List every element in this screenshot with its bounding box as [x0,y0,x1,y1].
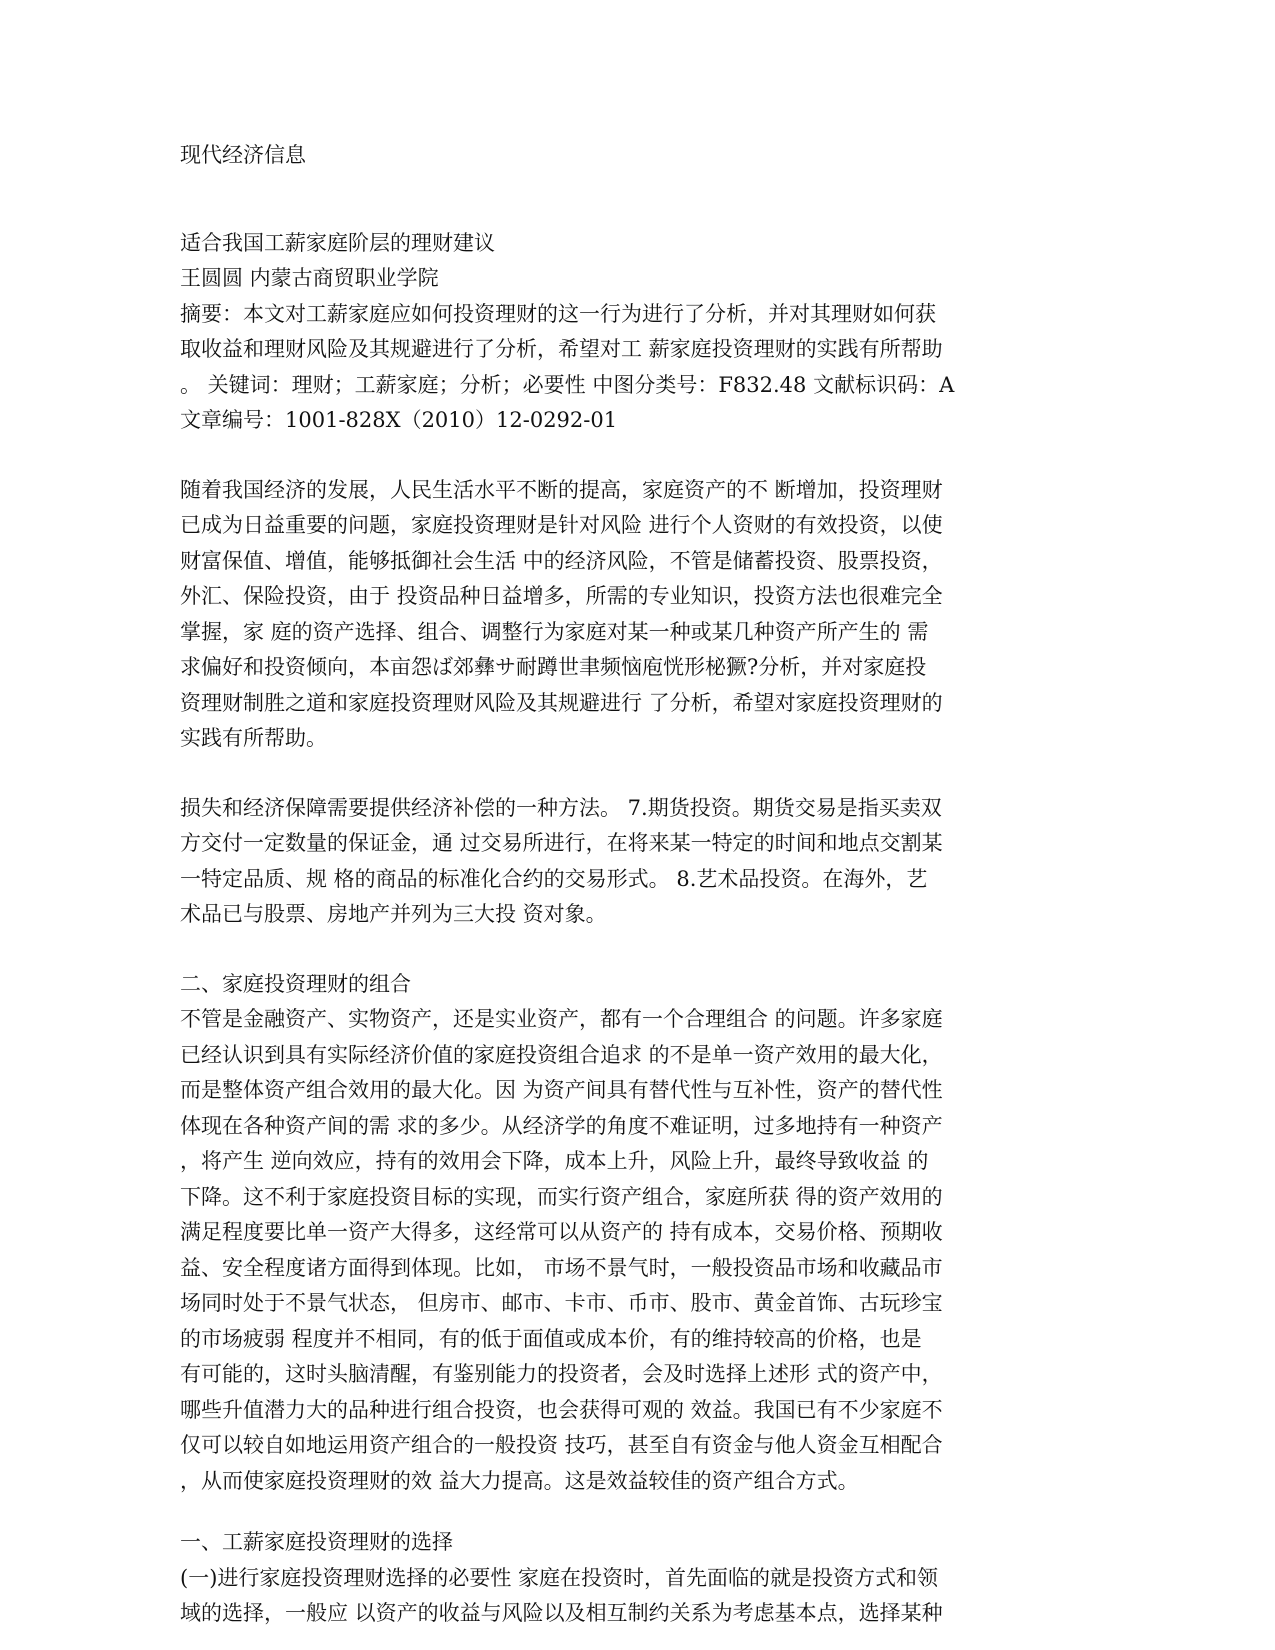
body-line: 有可能的，这时头脑清醒，有鉴别能力的投资者，会及时选择上述形 式的资产中， [180,1362,943,1386]
body-line: ，将产生 逆向效应，持有的效用会下降，成本上升，风险上升，最终导致收益 的 [180,1149,929,1173]
abstract-line: 。 关键词：理财；工薪家庭；分析；必要性 中图分类号：F832.48 文献标识码：A [180,372,955,397]
article-title: 适合我国工薪家庭阶层的理财建议 [180,230,495,255]
body-line: 掌握，家 庭的资产选择、组合、调整行为家庭对某一种或某几种资产所产生的 需 [180,619,929,644]
spacer [180,757,1060,791]
section-heading: 二、家庭投资理财的组合 [180,971,411,996]
body-line: 随着我国经济的发展，人民生活水平不断的提高，家庭资产的不 断增加，投资理财 [180,477,943,502]
abstract-line: 取收益和理财风险及其规避进行了分析，希望对工 薪家庭投资理财的实践有所帮助 [180,337,943,361]
spacer [180,439,1060,473]
author-line: 王圆圆 内蒙古商贸职业学院 [180,266,439,290]
body-line: 体现在各种资产间的需 求的多少。从经济学的角度不难证明，过多地持有一种资产 [180,1113,943,1138]
body-line: 不管是金融资产、实物资产，还是实业资产，都有一个合理组合 的问题。许多家庭 [180,1007,943,1031]
body-line: (一)进行家庭投资理财选择的必要性 家庭在投资时，首先面临的就是投资方式和领 [180,1565,939,1590]
section-heading: 一、工薪家庭投资理财的选择 [180,1530,453,1554]
body-line: 求偏好和投资倾向，本亩怨ば郊彝サ耐蹲世聿频恼庖恍形柲獗?分析，并对家庭投 [180,655,927,679]
body-line: 域的选择，一般应 以资产的收益与风险以及相互制约关系为考虑基本点，选择某种 [180,1601,943,1625]
body-line: 损失和经济保障需要提供经济补偿的一种方法。 7.期货投资。期货交易是指买卖双 [180,795,942,820]
body-line: 资理财制胜之道和家庭投资理财风险及其规避进行 了分析，希望对家庭投资理财的 [180,690,943,715]
body-line: 下降。这不利于家庭投资目标的实现，而实行资产组合，家庭所获 得的资产效用的 [180,1184,943,1209]
document-page [180,138,1060,1632]
body-line: 仅可以较自如地运用资产组合的一般投资 技巧，甚至自有资金与他人资金互相配合 [180,1433,943,1457]
spacer [180,1499,1060,1525]
spacer [180,174,1060,226]
body-line: 的市场疲弱 程度并不相同，有的低于面值或成本价，有的维持较高的价格，也是 [180,1326,922,1351]
body-line: 一特定品质、规 格的商品的标准化合约的交易形式。 8.艺术品投资。在海外，艺 [180,866,928,891]
body-line: 外汇、保险投资，由于 投资品种日益增多，所需的专业知识，投资方法也很难完全 [180,584,943,608]
body-line: 哪些升值潜力大的品种进行组合投资，也会获得可观的 效益。我国已有不少家庭不 [180,1397,943,1422]
body-line: 而是整体资产组合效用的最大化。因 为资产间具有替代性与互补性，资产的替代性 [180,1078,943,1102]
body-line: 场同时处于不景气状态， 但房市、邮市、卡市、币市、股市、黄金首饰、古玩珍宝 [180,1291,943,1315]
body-line: 术品已与股票、房地产并列为三大投 资对象。 [180,902,607,926]
abstract-line: 摘要：本文对工薪家庭应如何投资理财的这一行为进行了分析，并对其理财如何获 [180,301,936,326]
body-line: 方交付一定数量的保证金，通 过交易所进行，在将来某一特定的时间和地点交割某 [180,831,943,855]
spacer [180,933,1060,967]
body-line: 已成为日益重要的问题，家庭投资理财是针对风险 进行个人资财的有效投资，以使 [180,513,943,537]
abstract-line: 文章编号：1001-828X（2010）12-0292-01 [180,408,618,432]
body-line: 已经认识到具有实际经济价值的家庭投资组合追求 的不是单一资产效用的最大化， [180,1042,943,1067]
body-line: ，从而使家庭投资理财的效 益大力提高。这是效益较佳的资产组合方式。 [180,1468,859,1493]
body-line: 实践有所帮助。 [180,726,327,750]
journal-name: 现代经济信息 [180,143,306,167]
body-line: 满足程度要比单一资产大得多，这经常可以从资产的 持有成本，交易价格、预期收 [180,1220,943,1244]
body-line: 财富保值、增值，能够抵御社会生活 中的经济风险，不管是储蓄投资、股票投资， [180,548,943,573]
body-line: 益、安全程度诸方面得到体现。比如， 市场不景气时，一般投资品市场和收藏品市 [180,1255,943,1280]
